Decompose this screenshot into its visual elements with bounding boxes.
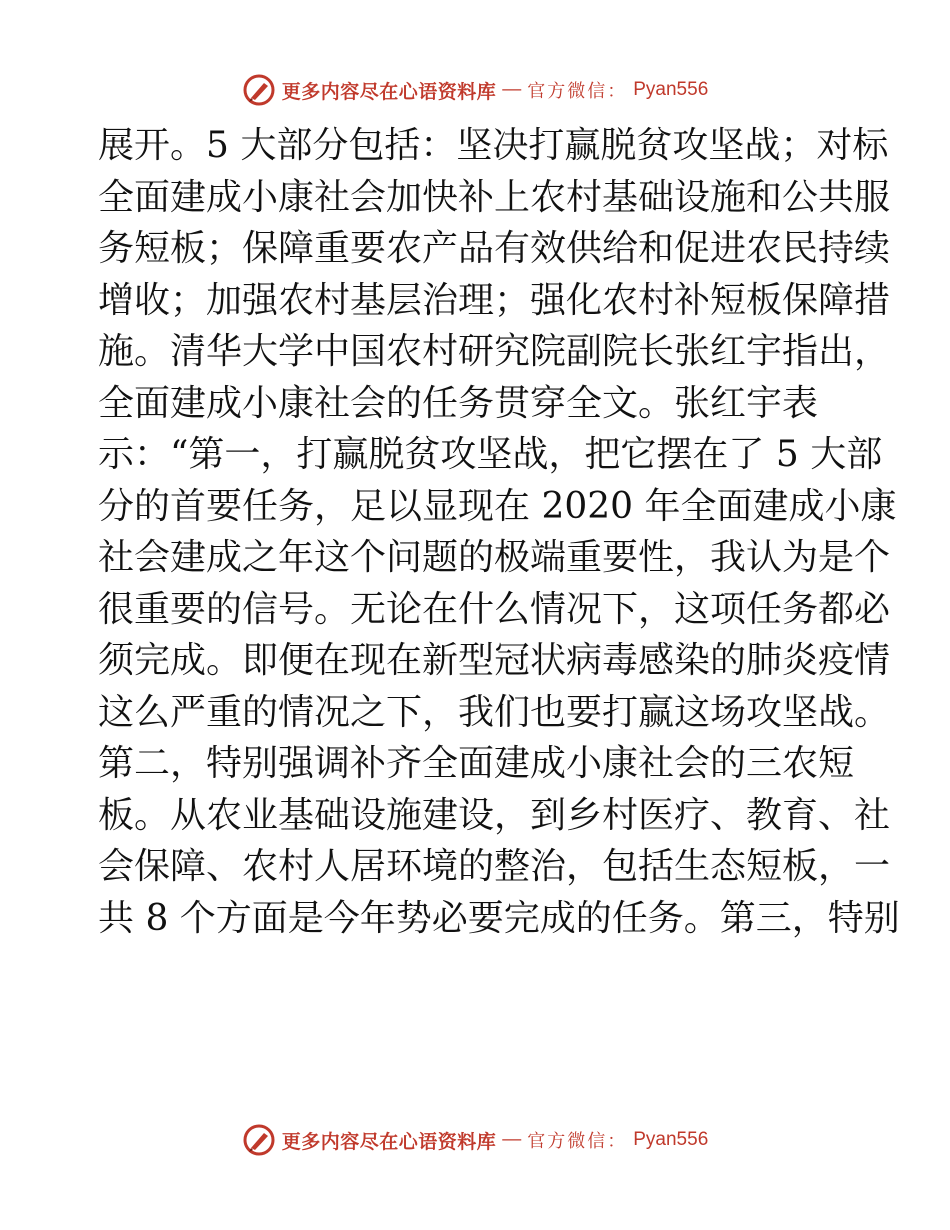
banner-wechat-id: Pyan556: [633, 1129, 709, 1150]
banner-text: 更多内容尽在心语资料库: [281, 1130, 497, 1153]
banner-text: 更多内容尽在心语资料库: [281, 80, 497, 103]
banner-official-label: 官方微信：: [527, 1131, 628, 1152]
body-line: 很重要的信号。无论在什么情况下，这项任务都必: [98, 588, 891, 630]
banner-dash: —: [502, 1129, 522, 1150]
body-line: 分的首要任务，足以显现在 2020 年全面建成小康: [98, 485, 897, 527]
document-body: [98, 120, 900, 944]
pen-logo-icon: [242, 73, 276, 107]
body-line: 这么严重的情况之下，我们也要打赢这场攻坚战。: [98, 691, 891, 733]
banner-official-label: 官方微信：: [527, 81, 628, 102]
banner-dash: —: [502, 79, 522, 100]
body-line: 全面建成小康社会加快补上农村基础设施和公共服: [98, 176, 891, 218]
banner-wechat-id: Pyan556: [633, 79, 709, 100]
body-line: 全面建成小康社会的任务贯穿全文。张红宇表: [98, 382, 819, 424]
pen-logo-icon: [242, 1123, 276, 1157]
footer-banner: [0, 1120, 950, 1160]
body-line: 展开。5 大部分包括：坚决打赢脱贫攻坚战；对标: [98, 125, 889, 166]
header-banner: [0, 70, 950, 110]
body-line: 社会建成之年这个问题的极端重要性，我认为是个: [98, 537, 891, 578]
body-line: 第二，特别强调补齐全面建成小康社会的三农短: [98, 743, 855, 784]
body-line: 务短板；保障重要农产品有效供给和促进农民持续: [98, 228, 891, 269]
body-line: 施。清华大学中国农村研究院副院长张红宇指出，: [98, 331, 891, 372]
body-line: 板。从农业基础设施建设，到乡村医疗、教育、社: [98, 794, 891, 836]
body-line: 须完成。即便在现在新型冠状病毒感染的肺炎疫情: [98, 640, 891, 681]
body-line: 会保障、农村人居环境的整治，包括生态短板，一: [98, 846, 891, 887]
body-line: 增收；加强农村基层治理；强化农村补短板保障措: [98, 279, 891, 321]
body-line: 示：“第一，打赢脱贫攻坚战，把它摆在了 5 大部: [98, 434, 883, 475]
body-line: 共 8 个方面是今年势必要完成的任务。第三，特别: [98, 897, 900, 939]
